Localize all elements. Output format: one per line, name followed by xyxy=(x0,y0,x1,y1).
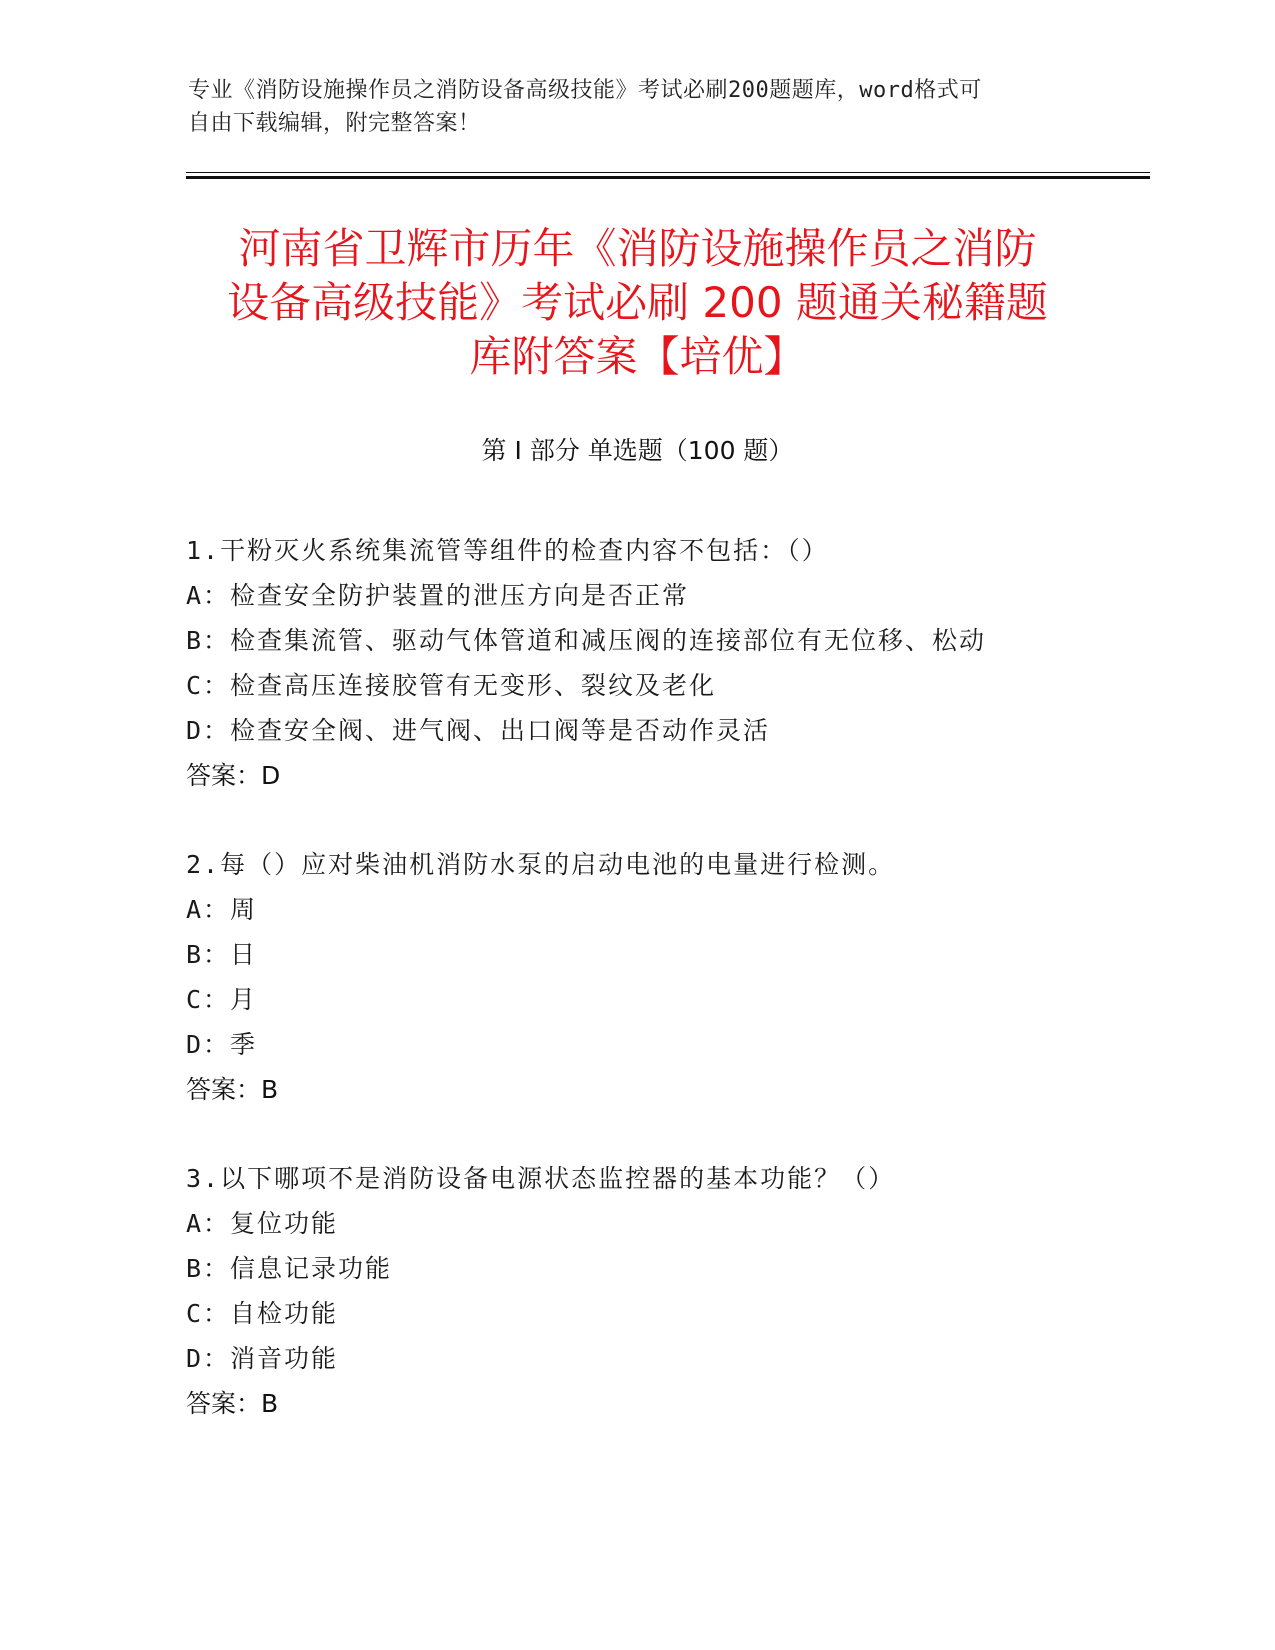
question-3 xyxy=(186,1156,1146,1426)
question-stem: 2.每（）应对柴油机消防水泵的启动电池的电量进行检测。 xyxy=(186,850,896,879)
section-heading: 第 I 部分 单选题（100 题） xyxy=(481,436,794,465)
header-rule-thick xyxy=(186,176,1150,179)
option-a: A：周 xyxy=(186,895,258,924)
answer: 答案：D xyxy=(186,761,281,790)
header-note-line-2: 自由下载编辑，附完整答案！ xyxy=(188,111,481,136)
answer: 答案：B xyxy=(186,1075,279,1104)
option-c: C：月 xyxy=(186,985,258,1014)
header-rule-thin xyxy=(186,172,1150,173)
option-b: B：日 xyxy=(186,940,258,969)
document-title-line-2: 设备高级技能》考试必刷 200 题通关秘籍题 xyxy=(227,278,1048,327)
question-1 xyxy=(186,528,1146,798)
answer: 答案：B xyxy=(186,1389,279,1418)
document-title-line-1: 河南省卫辉市历年《消防设施操作员之消防 xyxy=(238,224,1037,273)
option-c: C：自检功能 xyxy=(186,1299,339,1328)
option-b: B：检查集流管、驱动气体管道和减压阀的连接部位有无位移、松动 xyxy=(186,626,987,655)
header-note-line-1: 专业《消防设施操作员之消防设备高级技能》考试必刷200题题库，word格式可 xyxy=(188,78,982,103)
question-stem: 3.以下哪项不是消防设备电源状态监控器的基本功能？（） xyxy=(186,1164,896,1193)
document-title xyxy=(160,222,1115,384)
question-2 xyxy=(186,842,1146,1112)
option-d: D：季 xyxy=(186,1030,258,1059)
option-d: D：消音功能 xyxy=(186,1344,339,1373)
question-stem: 1.干粉灭火系统集流管等组件的检查内容不包括：（） xyxy=(186,536,829,565)
option-c: C：检查高压连接胶管有无变形、裂纹及老化 xyxy=(186,671,717,700)
option-d: D：检查安全阀、进气阀、出口阀等是否动作灵活 xyxy=(186,716,771,745)
header-note xyxy=(188,74,1068,140)
option-b: B：信息记录功能 xyxy=(186,1254,393,1283)
question-list xyxy=(186,528,1146,1470)
document-title-line-3: 库附答案【培优】 xyxy=(469,332,806,381)
option-a: A：复位功能 xyxy=(186,1209,339,1238)
option-a: A：检查安全防护装置的泄压方向是否正常 xyxy=(186,581,690,610)
